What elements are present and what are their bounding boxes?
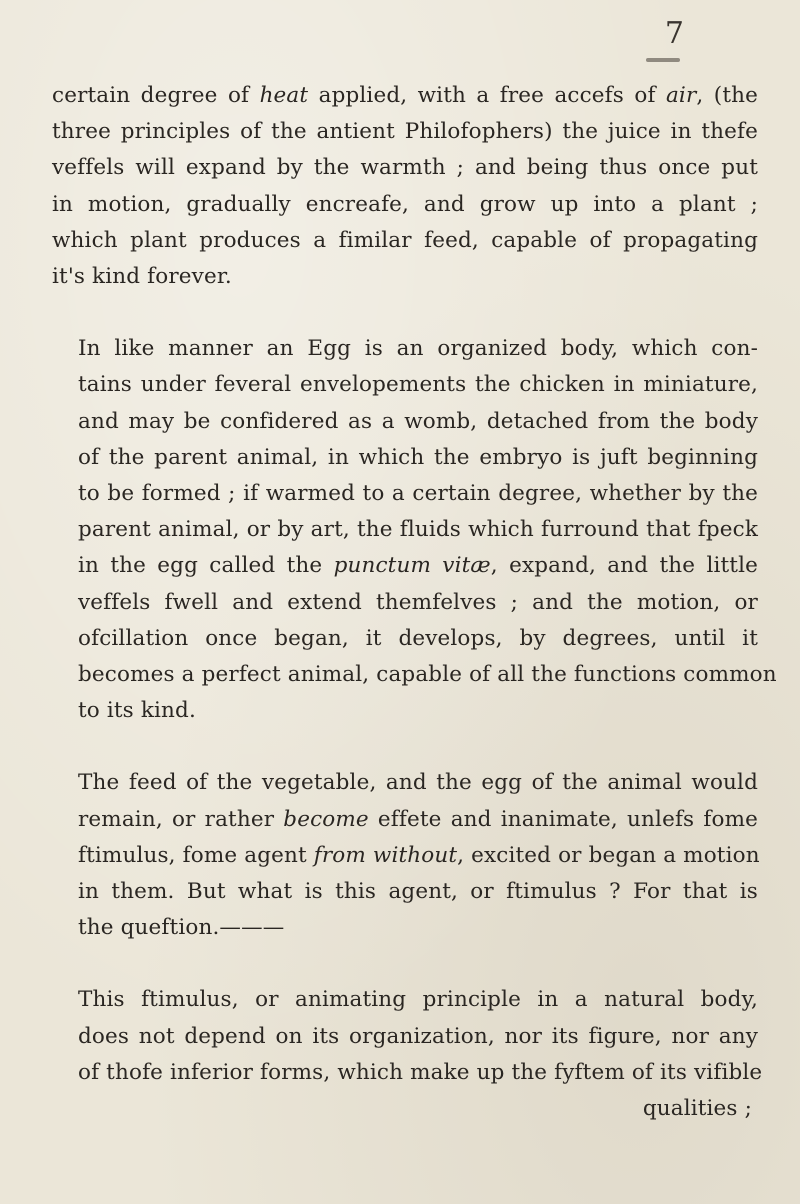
text-line: does not depend on its organization, nor its figure, nor any	[78, 1023, 758, 1049]
text-line: in the egg called the punctum vitæ, expand, and the little	[78, 553, 758, 579]
text-line: to its kind.	[78, 698, 196, 724]
text-line: ofcillation once began, it develops, by degrees, until it	[78, 625, 758, 651]
text-line: and may be confidered as a womb, detached from the body	[78, 408, 758, 434]
paragraph-2	[52, 331, 777, 729]
text-line: the queftion.———	[78, 915, 285, 941]
text-line: The feed of the vegetable, and the egg of the animal would	[78, 770, 758, 796]
catchword: qualities ;	[642, 1096, 752, 1122]
text-line: in motion, gradually encreafe, and grow up into a plant ;	[52, 191, 758, 217]
paragraph-3	[52, 765, 758, 946]
text-line: of the parent animal, in which the embryo is juft beginning	[78, 444, 758, 470]
paragraph-4	[52, 982, 763, 1091]
text-line: it's kind forever.	[52, 264, 232, 290]
text-line: parent animal, or by art, the fluids which furround that fpeck	[78, 517, 758, 543]
text-line: This ftimulus, or animating principle in a natural body,	[78, 987, 758, 1013]
text-line: ftimulus, fome agent from without, excited or began a motion	[78, 842, 760, 868]
text-line: veffels fwell and extend themfelves ; and the motion, or	[78, 589, 758, 615]
paragraph-1	[52, 78, 758, 295]
text-line: to be formed ; if warmed to a certain degree, whether by the	[78, 481, 758, 507]
page-number: 7	[664, 16, 684, 51]
text-line: remain, or rather become effete and inanimate, unlefs fome	[78, 806, 758, 832]
text-line: which plant produces a fimilar feed, capable of propagating	[52, 227, 758, 253]
text-line: In like manner an Egg is an organized body, which con-	[78, 336, 758, 362]
text-line: becomes a perfect animal, capable of all the functions common	[78, 662, 777, 688]
text-line: certain degree of heat applied, with a free accefs of air, (the	[52, 83, 758, 108]
text-line: of thofe inferior forms, which make up the fyftem of its vifible	[78, 1059, 763, 1085]
printer-rule-mark	[646, 58, 680, 62]
text-line: veffels will expand by the warmth ; and being thus once put	[52, 155, 758, 181]
text-line: three principles of the antient Philofophers) the juice in thefe	[52, 119, 758, 145]
text-line: tains under feveral envelopements the chicken in miniature,	[78, 372, 758, 398]
body-text	[52, 78, 777, 1127]
text-line: in them. But what is this agent, or ftimulus ? For that is	[78, 879, 758, 905]
